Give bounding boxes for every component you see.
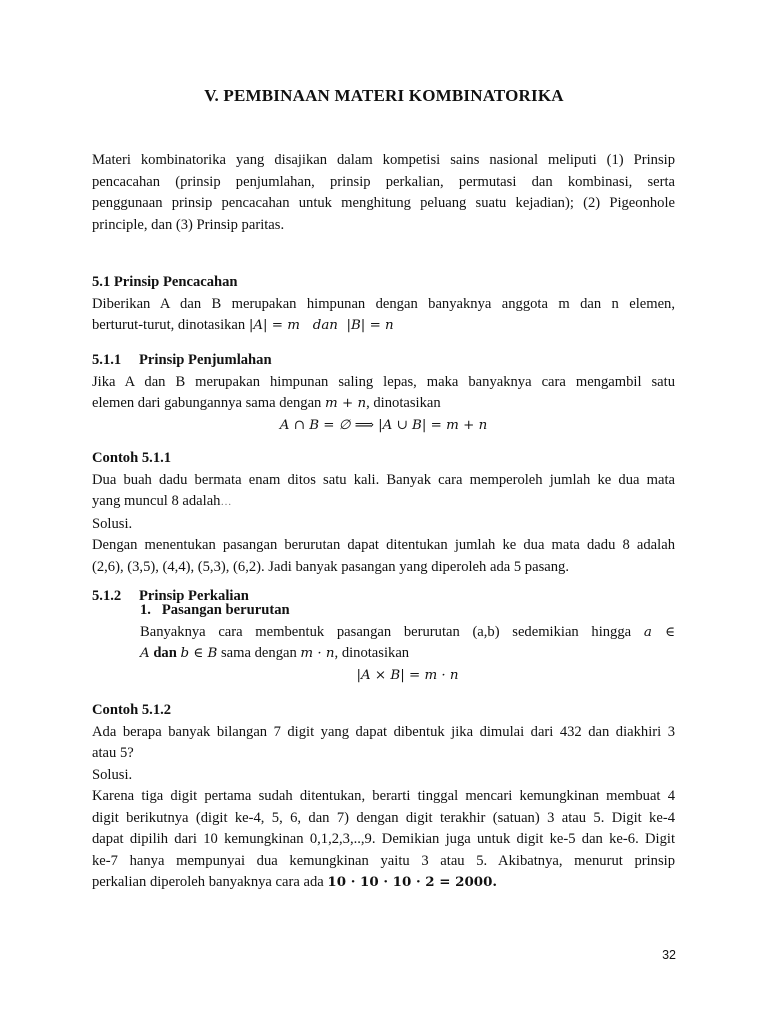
section-heading — [92, 350, 675, 372]
text: elemen dari gabungannya sama dengan — [92, 395, 326, 411]
section-text-line: Diberikan A dan B merupakan himpunan dengan banyaknya anggota m dan n elemen, — [92, 295, 675, 312]
intro-paragraph — [92, 150, 675, 236]
math-notation: A — [140, 646, 150, 661]
bold-word: dan — [149, 645, 181, 661]
section-text-line — [140, 622, 675, 644]
text: , dinotasikan — [366, 395, 441, 411]
chapter-title: V. PEMBINAAN MATERI KOMBINATORIKA — [204, 86, 564, 105]
example-text-line: Dua buah dadu bermata enam ditos satu kali. Banyak cara memperoleh jumlah ke dua mata — [92, 471, 675, 488]
section-text-line — [92, 393, 675, 415]
math-notation: m + n — [325, 396, 367, 411]
intro-line: pencacahan (prinsip penjumlahan, prinsip perkalian, permutasi dan kombinasi, serta — [92, 173, 675, 190]
solution-text-line: (2,6), (3,5), (4,4), (5,3), (6,2). Jadi banyak pasangan yang diperoleh ada 5 pasang. — [92, 558, 569, 575]
section-5-1-2-body — [140, 600, 675, 686]
solution-text-line: Karena tiga digit pertama sudah ditentukan, berarti tinggal mencari kemungkinan membuat 4 — [92, 788, 675, 804]
math-result: 10 · 10 · 10 · 2 = 2000. — [327, 874, 498, 890]
text: berturut-turut, dinotasikan — [92, 317, 249, 333]
example-text-line: Ada berapa banyak bilangan 7 digit yang dapat dibentuk jika dimulai dari 432 dan diakhiri 3 — [92, 723, 675, 740]
section-5-1-1 — [92, 350, 675, 436]
solution-label: Solusi. — [92, 766, 133, 783]
section-text-line: Jika A dan B merupakan himpunan saling lepas, maka banyaknya cara mengambil satu — [92, 373, 675, 390]
page-number: 32 — [662, 948, 676, 962]
math-notation: |A| = m dan |B| = n — [248, 318, 394, 333]
section-text-line — [140, 643, 675, 665]
example-5-1-2 — [92, 700, 675, 894]
intro-line: principle, dan (3) Prinsip paritas. — [92, 216, 285, 233]
section-number: 5.1.1 — [92, 352, 122, 368]
section-number: 5.1.2 — [92, 588, 122, 604]
text: , dinotasikan — [334, 645, 410, 661]
text: sama dengan — [217, 645, 301, 661]
section-title: Prinsip Penjumlahan — [139, 352, 272, 368]
example-5-1-1 — [92, 448, 675, 578]
text: Banyaknya cara membentuk pasangan berurutan (a,b) sedemikian hingga — [140, 623, 644, 640]
intro-line: penggunaan prinsip pencacahan untuk menghitung peluang suatu kejadian); (2) Pigeonhole — [92, 195, 675, 211]
math-notation: a ∈ — [643, 624, 675, 640]
math-notation: b ∈ B — [180, 646, 218, 661]
solution-text-line — [92, 872, 675, 894]
subsection-heading: 1. Pasangan berurutan — [140, 602, 290, 618]
section-title: Prinsip Perkalian — [139, 588, 249, 604]
solution-text-line: Dengan menentukan pasangan berurutan dapat ditentukan jumlah ke dua mata dadu 8 adalah — [92, 537, 675, 553]
section-text-line — [92, 315, 675, 337]
intro-line: Materi kombinatorika yang disajikan dalam kompetisi sains nasional meliputi (1) Prinsip — [92, 152, 675, 168]
example-text-line: atau 5? — [92, 745, 134, 761]
example-heading: Contoh 5.1.1 — [92, 450, 172, 466]
solution-text-line: dapat dipilih dari 10 kemungkinan 0,1,2,3,..,9. Demikian juga untuk digit ke-5 dan ke-6. Digit — [92, 831, 675, 847]
section-5-1 — [92, 272, 675, 337]
solution-label: Solusi. — [92, 515, 133, 532]
formula: A ∩ B = ∅ ⟹ |A ∪ B| = m + n — [279, 417, 488, 433]
example-heading: Contoh 5.1.2 — [92, 702, 172, 718]
section-heading: 5.1 Prinsip Pencacahan — [92, 274, 238, 290]
formula: |A × B| = m · n — [356, 667, 459, 683]
example-text-line — [92, 491, 675, 514]
solution-text-line: digit berikutnya (digit ke-4, 5, 6, dan 7) dengan digit terakhir (satuan) 3 atau 5. Digit ke-4 — [92, 809, 675, 826]
math-notation: m · n — [300, 646, 335, 661]
solution-text-line: ke-7 hanya mempunyai dua kemungkinan yaitu 3 atau 5. Akibatnya, menurut prinsip — [92, 852, 675, 869]
text: perkalian diperoleh banyaknya cara ada — [92, 874, 328, 890]
ellipsis: … — [220, 496, 233, 508]
text: yang muncul 8 adalah — [92, 493, 221, 509]
